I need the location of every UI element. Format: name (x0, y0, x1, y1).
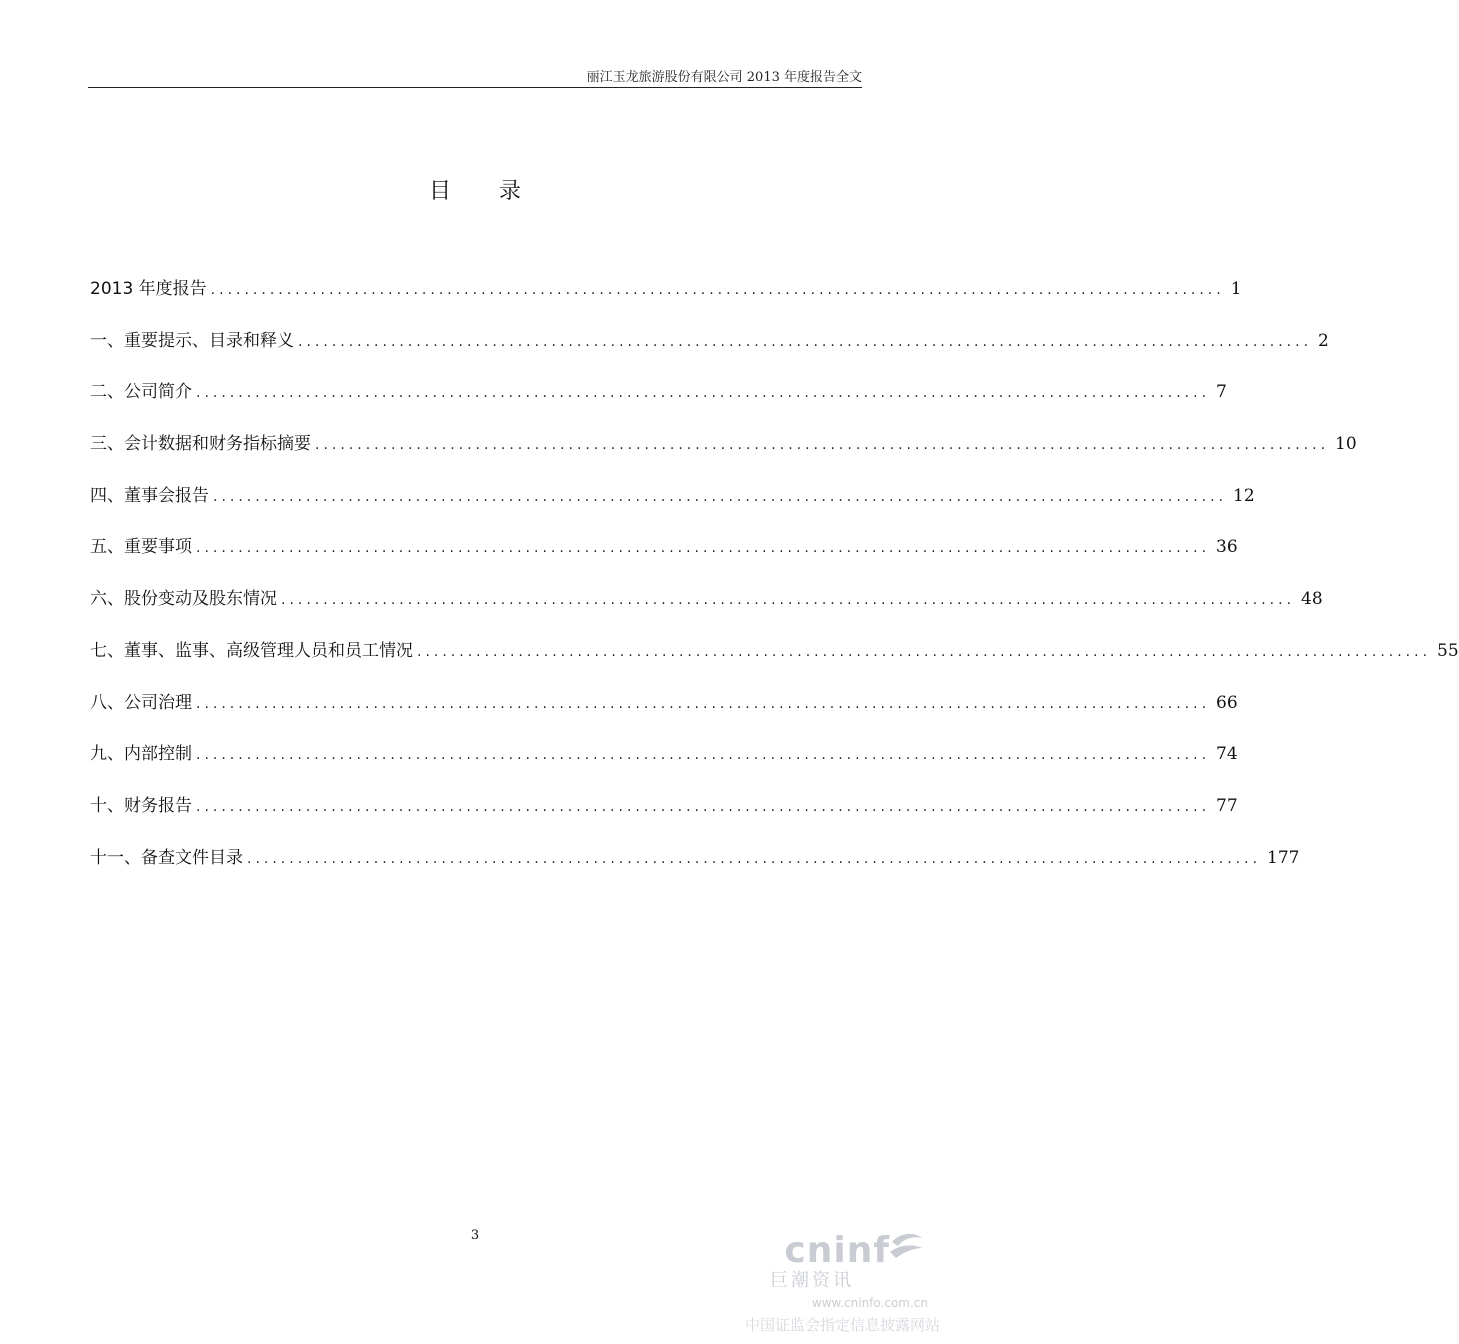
toc-entry-page: 77 (1216, 795, 1238, 816)
running-header: 丽江玉龙旅游股份有限公司 2013 年度报告全文 (586, 70, 862, 85)
dot-leader: ........................................................................................................................ (315, 437, 1330, 454)
toc-entry-label: 二、公司简介 (90, 382, 192, 403)
toc-entry-label: 一、重要提示、目录和释义 (90, 330, 294, 351)
toc-entry-page: 2 (1318, 330, 1329, 351)
toc-entry-page: 48 (1301, 589, 1323, 610)
toc-entry-page: 55 (1437, 640, 1459, 661)
table-of-contents (90, 274, 1459, 894)
toc-entry-label: 十、财务报告 (90, 795, 192, 816)
cninfo-watermark (720, 1222, 940, 1342)
dot-leader: ........................................................................................................................ (213, 488, 1228, 505)
dot-leader: ........................................................................................................................ (196, 385, 1211, 402)
page-number: 3 (470, 1228, 480, 1243)
toc-entry-label: 七、董事、监事、高级管理人员和员工情况 (90, 640, 413, 661)
toc-entry[interactable] (90, 481, 1255, 533)
toc-title: 目录 (428, 179, 569, 204)
toc-entry[interactable] (90, 274, 1242, 326)
toc-entry-label: 九、内部控制 (90, 744, 192, 765)
toc-entry[interactable] (90, 739, 1238, 791)
toc-entry[interactable] (90, 636, 1459, 688)
watermark-url: www.cninfo.com.cn (811, 1296, 928, 1310)
dot-leader: ........................................................................................................................ (298, 333, 1313, 350)
watermark-logo-text: cninf (784, 1230, 890, 1271)
toc-entry[interactable] (90, 532, 1238, 584)
toc-entry[interactable] (90, 791, 1238, 843)
toc-entry-page: 1 (1230, 279, 1242, 299)
dot-leader: ........................................................................................................................ (196, 747, 1211, 764)
dot-leader: ........................................................................................................................ (196, 540, 1211, 557)
toc-entry-label: 十一、备查文件目录 (90, 847, 243, 868)
toc-entry[interactable] (90, 688, 1238, 740)
toc-entry-page: 177 (1267, 847, 1300, 868)
swoosh-icon (886, 1228, 926, 1268)
toc-entry-page: 66 (1216, 692, 1238, 713)
watermark-cn-name: 巨潮资讯 (770, 1270, 854, 1291)
toc-entry[interactable] (90, 377, 1227, 429)
dot-leader: ........................................................................................................................ (281, 592, 1296, 609)
dot-leader: ........................................................................................................................ (417, 643, 1432, 660)
toc-entry-page: 12 (1233, 485, 1255, 506)
toc-entry-label: 六、股份变动及股东情况 (90, 589, 277, 610)
toc-entry[interactable] (90, 584, 1323, 636)
toc-entry-label: 五、重要事项 (90, 537, 192, 558)
toc-entry-page: 10 (1335, 434, 1357, 455)
toc-entry-label: 四、董事会报告 (90, 485, 209, 506)
dot-leader: ........................................................................................................................ (210, 282, 1225, 298)
dot-leader: ........................................................................................................................ (196, 695, 1211, 712)
toc-entry-page: 7 (1216, 382, 1227, 403)
toc-entry-page: 36 (1216, 537, 1238, 558)
toc-entry-label: 八、公司治理 (90, 692, 192, 713)
toc-entry[interactable] (90, 429, 1357, 481)
watermark-tagline: 中国证监会指定信息披露网站 (744, 1316, 940, 1334)
dot-leader: ........................................................................................................................ (247, 850, 1262, 867)
toc-entry-page: 74 (1216, 744, 1238, 765)
header-divider (88, 87, 862, 88)
toc-entry-label: 2013 年度报告 (90, 279, 207, 299)
toc-entry[interactable] (90, 843, 1300, 895)
toc-entry-label: 三、会计数据和财务指标摘要 (90, 434, 311, 455)
dot-leader: ........................................................................................................................ (196, 798, 1211, 815)
toc-entry[interactable] (90, 326, 1329, 378)
